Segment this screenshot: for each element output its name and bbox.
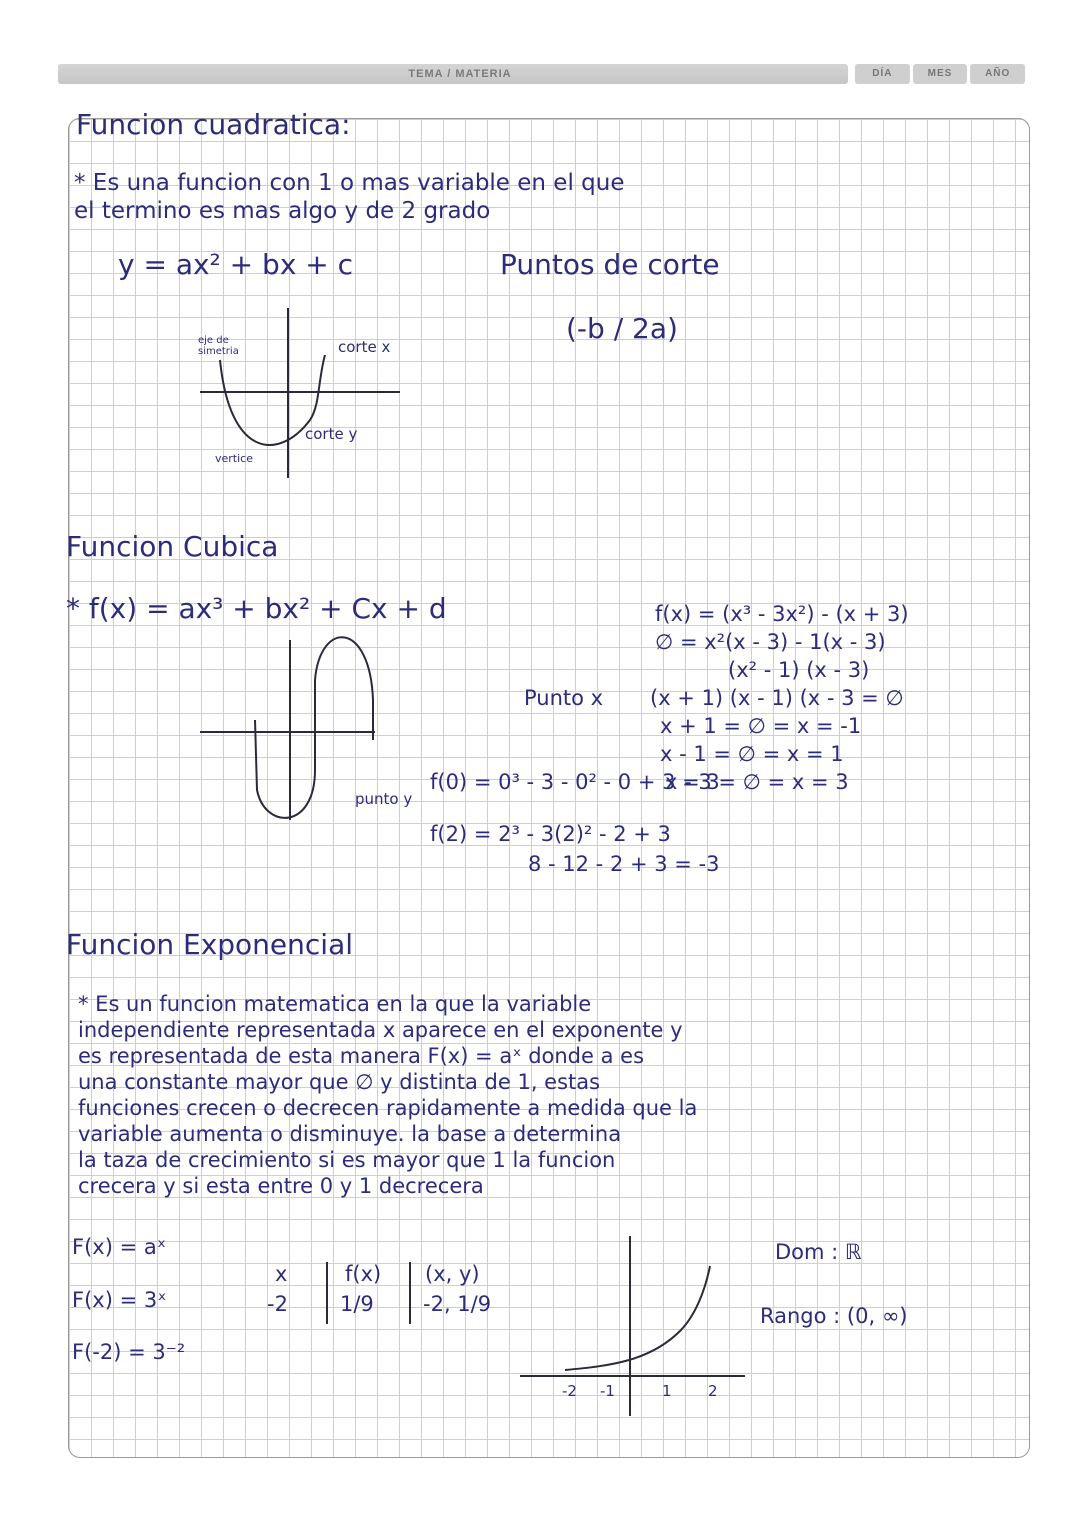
exp-f3: F(-2) = 3⁻²	[72, 1340, 186, 1364]
exp-p2: independiente representada x aparece en el exponente y	[78, 1018, 683, 1042]
cuadratica-line2: el termino es mas algo y de 2 grado	[74, 198, 491, 224]
exp-axis-label-neg1: -1	[600, 1382, 615, 1400]
date-day: DÍA	[855, 64, 910, 84]
exp-p4: una constante mayor que ∅ y distinta de 1, estas	[78, 1070, 601, 1094]
vertex-formula: (-b / 2a)	[566, 312, 678, 345]
exp-p7: la taza de crecimiento si es mayor que 1 la funcion	[78, 1148, 616, 1172]
label-vertice: vertice	[215, 452, 253, 465]
exp-axis-label-neg2: -2	[562, 1382, 577, 1400]
date-year: AÑO	[970, 64, 1025, 84]
exp-graph	[520, 1236, 750, 1436]
label-eje: eje de simetria	[198, 335, 239, 357]
cubic-eq4: (x + 1) (x - 1) (x - 3 = ∅	[650, 686, 904, 710]
exp-table-cell-xy: -2, 1/9	[423, 1292, 492, 1316]
cubic-eq7: x - 3 = ∅ = x = 3	[665, 770, 849, 794]
exp-p1: * Es un funcion matematica en la que la variable	[78, 992, 592, 1016]
exp-f2: F(x) = 3ˣ	[72, 1288, 167, 1312]
header-title: TEMA / MATERIA	[408, 68, 512, 80]
cubic-eq3: (x² - 1) (x - 3)	[728, 658, 870, 682]
exp-p6: variable aumenta o disminuye. la base a determina	[78, 1122, 622, 1146]
exp-table-cell-x: -2	[267, 1292, 288, 1316]
cubic-fy2: f(2) = 2³ - 3(2)² - 2 + 3	[430, 822, 671, 846]
exp-table-header-fx: f(x)	[345, 1262, 382, 1286]
cubic-fy3: 8 - 12 - 2 + 3 = -3	[528, 852, 720, 876]
exp-table-lines	[255, 1262, 505, 1332]
cubic-eq1: f(x) = (x³ - 3x²) - (x + 3)	[655, 602, 909, 626]
cuadratica-formula: y = ax² + bx + c	[118, 248, 354, 281]
label-corte-x: corte x	[338, 338, 391, 356]
exp-table-cell-fx: 1/9	[340, 1292, 374, 1316]
punto-y-label: punto y	[355, 790, 413, 808]
exp-rango: Rango : (0, ∞)	[760, 1304, 908, 1328]
exponencial-title: Funcion Exponencial	[66, 928, 354, 961]
label-corte-y: corte y	[305, 425, 358, 443]
exp-p3: es representada de esta manera F(x) = aˣ donde a es	[78, 1044, 645, 1068]
exp-f1: F(x) = aˣ	[72, 1235, 167, 1259]
exp-axis-label-1: 1	[662, 1382, 672, 1400]
date-boxes	[855, 64, 1025, 84]
cubic-eq2: ∅ = x²(x - 3) - 1(x - 3)	[655, 630, 886, 654]
exp-table-header-xy: (x, y)	[425, 1262, 480, 1286]
date-month: MES	[913, 64, 968, 84]
cubic-fy1: f(0) = 0³ - 3 - 0² - 0 + 3 = 3	[430, 770, 720, 794]
exp-axis-label-2: 2	[708, 1382, 718, 1400]
punto-x-label: Punto x	[524, 686, 604, 710]
exp-table-header-x: x	[275, 1262, 288, 1286]
exp-curve	[565, 1266, 710, 1370]
cubic-eq5: x + 1 = ∅ = x = -1	[660, 714, 862, 738]
exp-dom: Dom : ℝ	[775, 1240, 862, 1264]
puntos-corte-title: Puntos de corte	[500, 248, 720, 281]
cuadratica-line1: * Es una funcion con 1 o mas variable en el que	[74, 170, 625, 196]
cubica-title: Funcion Cubica	[66, 530, 279, 563]
exp-p8: crecera y si esta entre 0 y 1 decrecera	[78, 1174, 484, 1198]
exp-p5: funciones crecen o decrecen rapidamente a medida que la	[78, 1096, 698, 1120]
cubica-formula: * f(x) = ax³ + bx² + Cx + d	[66, 592, 447, 625]
cubic-eq6: x - 1 = ∅ = x = 1	[660, 742, 844, 766]
cuadratica-title: Funcion cuadratica:	[76, 108, 351, 141]
